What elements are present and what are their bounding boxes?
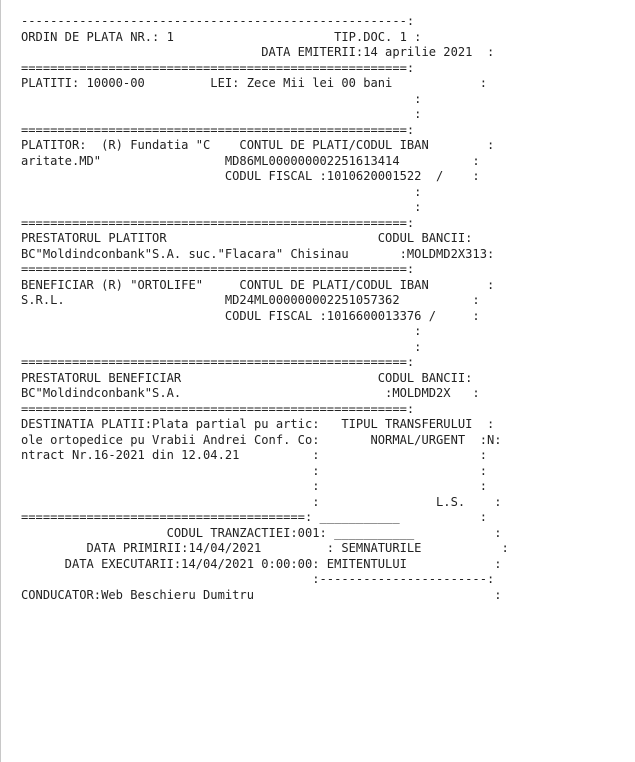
doc-line: =====================================================: [21,355,415,369]
doc-line: CONDUCATOR:Web Beschieru Dumitru : [21,587,502,602]
doc-line: DESTINATIA PLATII:Plata partial pu artic: TIPUL TRANSFERULUI : [21,417,495,431]
doc-line: -----------------------------------------------------: [21,14,415,28]
doc-line: : [21,339,422,354]
doc-line: aritate.MD" MD86ML000000002251613414 : [21,153,480,168]
doc-line: : : [21,479,487,493]
doc-line: =====================================================: [21,401,415,416]
doc-line: ole ortopedice pu Vrabii Andrei Conf. Co: NORMAL/URGENT :N: [21,432,502,447]
doc-line: PRESTATORUL PLATITOR CODUL BANCII: [21,231,473,245]
doc-line: =====================================================: [21,60,415,75]
doc-line: : [21,324,422,338]
doc-line: DATA EXECUTARII:14/04/2021 0:00:00: EMITENTULUI : [21,556,502,571]
doc-line: CODUL TRANZACTIEI:001: ___________ : [21,525,502,540]
doc-line: =====================================================: [21,215,415,230]
doc-line: CODUL FISCAL :1016600013376 / : [21,308,480,323]
doc-line: BC"Moldindconbank"S.A. suc."Flacara" Chisinau :MOLDMD2X313: [21,246,495,261]
doc-line: :-----------------------: [21,572,495,586]
doc-line: ORDIN DE PLATA NR.: 1 TIP.DOC. 1 : [21,29,422,44]
doc-line: : [21,200,422,214]
doc-line: DATA EMITERII:14 aprilie 2021 : [21,45,495,59]
doc-line: PRESTATORUL BENEFICIAR CODUL BANCII: [21,370,473,385]
doc-line: =======================================: ___________ : [21,510,487,524]
doc-line: BC"Moldindconbank"S.A. :MOLDMD2X : [21,386,480,400]
doc-line: : [21,107,422,121]
doc-line: DATA PRIMIRII:14/04/2021 : SEMNATURILE : [21,541,509,555]
page-left-border [0,0,1,762]
doc-line: : [21,184,422,199]
doc-line: : [21,91,422,106]
doc-line: =====================================================: [21,122,415,137]
doc-line: ntract Nr.16-2021 din 12.04.21 : : [21,448,487,462]
doc-line: CODUL FISCAL :1010620001522 / : [21,169,480,183]
payment-order-document [21,14,509,603]
doc-line: BENEFICIAR (R) "ORTOLIFE" CONTUL DE PLATI/CODUL IBAN : [21,277,495,292]
doc-line: : L.S. : [21,494,502,509]
doc-line: PLATITOR: (R) Fundatia "C CONTUL DE PLATI/CODUL IBAN : [21,138,495,152]
doc-line: PLATITI: 10000-00 LEI: Zece Mii lei 00 bani : [21,76,487,90]
doc-line: S.R.L. MD24ML000000002251057362 : [21,293,480,307]
doc-line: =====================================================: [21,262,415,276]
doc-line: : : [21,463,487,478]
